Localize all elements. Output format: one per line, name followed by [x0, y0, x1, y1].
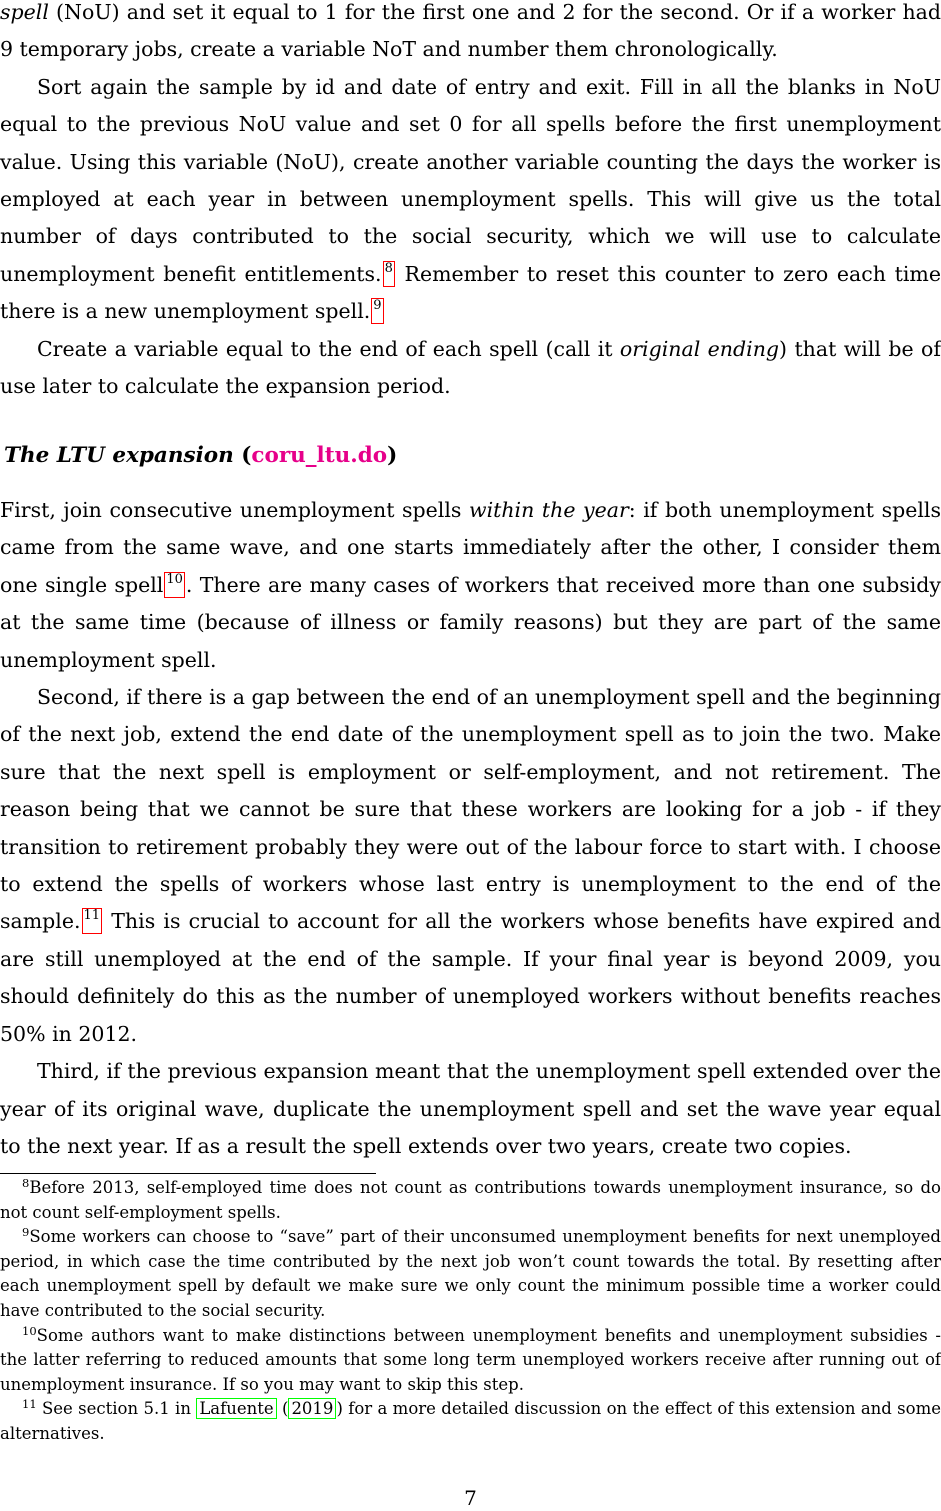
footnote-ref-11[interactable]: 11 — [82, 908, 103, 934]
paragraph-third-duplicate: Third, if the previous expansion meant that the unemployment spell extended over the year of its original wave, duplicate the unemployment spell and set the wave year equal to the next year. If as a result the spell extends over two years, create two copies. — [0, 1059, 941, 1158]
footnotes — [0, 1176, 941, 1447]
do-file-link[interactable]: coru_ltu.do — [251, 443, 388, 468]
footnote-ref-10[interactable]: 10 — [164, 572, 185, 598]
paragraph-sort-sample: Sort again the sample by id and date of entry and exit. Fill in all the blanks in NoU equal to the previous NoU value and set 0 for all spells before the first unemployment value. Using this variable (NoU), create another variable counting the days the worker is employed at each year in between unemployment spells. This will give us the total number of days contributed to the social security, which we will use to calculate unemployment benefit entitlements. $^8$ Remember to reset this counter to zero each time there is a new unemployment spell. $^9$ — [0, 74, 941, 324]
page-number: 7 — [464, 1486, 477, 1510]
footnote-ref-9[interactable]: 9 — [371, 298, 383, 324]
body-top — [0, 0, 941, 405]
footnote-rule — [0, 1173, 376, 1174]
citation-year-link[interactable]: 2019 — [288, 1398, 336, 1419]
section-heading: The LTU expansion (coru_ltu.do) — [4, 443, 398, 468]
paragraph-nou-definition: spell (NoU) and set it equal to 1 for the first one and 2 for the second. Or if a worker had 9 temporary jobs, create a variable NoT and number them chronologically. — [0, 0, 941, 62]
footnote-10: $^{10}$Some authors want to make distinctions between unemployment benefits and unemployment subsidies - the latter referring to reduced amounts that some long term unemployed workers receive after running out of unemployment insurance. If so you may want to skip this step. — [0, 1323, 941, 1394]
footnote-ref-8[interactable]: 8 — [383, 261, 395, 287]
footnote-11: $^{11}$ See section 5.1 in Lafuente ( 2019 ) for a more detailed discussion on the effect of this extension and some alternatives. — [0, 1397, 941, 1443]
paragraph-original-ending: Create a variable equal to the end of each spell (call it original ending) that will be of use later to calculate the expansion period. — [0, 336, 941, 399]
footnote-8: $^8$Before 2013, self-employed time does not count as contributions towards unemployment insurance, so do not count self-employment spells. — [0, 1176, 941, 1222]
paragraph-first-join: First, join consecutive unemployment spells within the year: if both unemployment spells came from the same wave, and one starts immediately after the other, I consider them one single spell $^{10}$ . There are many cases of workers that received more than one subsidy at the same time (because of illness or family reasons) but they are part of the same unemployment spell. — [0, 498, 941, 672]
footnote-9: $^9$Some workers can choose to “save” part of their unconsumed unemployment benefits for next unemployed period, in which case the time contributed by the next job won’t count towards the total. By resetting after each unemployment spell by default we make sure we only count the minimum possible time a worker could have contributed to the social security. — [0, 1225, 941, 1320]
paragraph-second-gap: Second, if there is a gap between the end of an unemployment spell and the beginning of the next job, extend the end date of the unemployment spell as to join the two. Make sure that the next spell is employment or self-employment, and not retirement. The reason being that we cannot be sure that these workers are looking for a job - if they transition to retirement probably they were out of the labour force to start with. I choose to extend the spells of workers whose last entry is unemployment to the end of the sample. $^{11}$ This is crucial to account for all the workers whose benefits have expired and are still unemployed at the end of the sample. If your final year is beyond 2009, you should definitely do this as the number of unemployed workers without benefits reaches 50% in 2012. — [0, 685, 941, 1046]
citation-author-link[interactable]: Lafuente — [196, 1398, 276, 1419]
body-main — [0, 492, 941, 1165]
